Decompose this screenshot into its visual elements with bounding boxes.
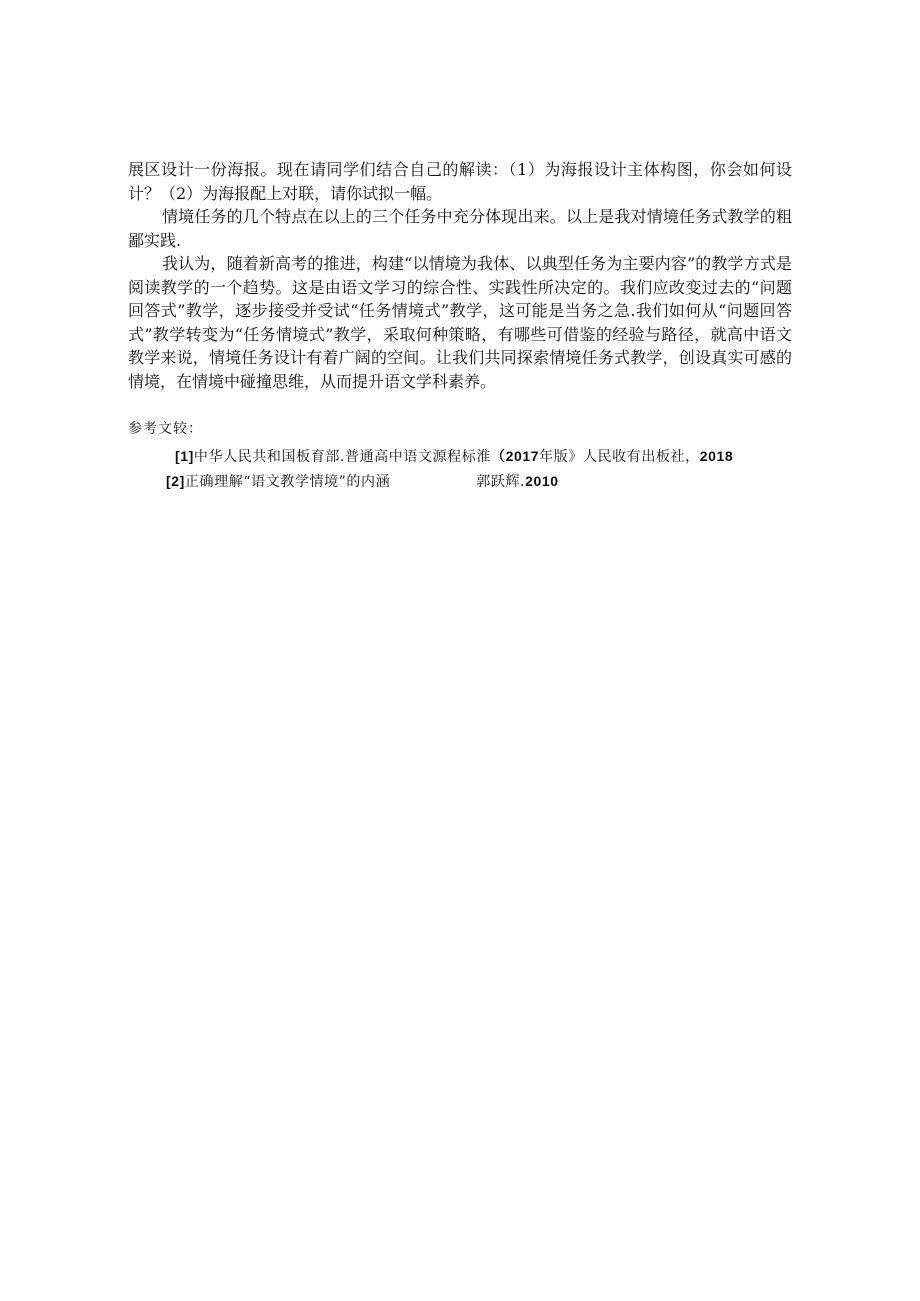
reference-title: 正确理解“语文教学情境”的内涵 [184, 474, 391, 490]
reference-year: 2010 [525, 473, 559, 489]
reference-edition: （2017 [490, 448, 540, 464]
reference-year: 2018 [699, 448, 734, 464]
reference-text: 中华人民共和国板育部.普通高中语文源程标淮 [193, 449, 491, 465]
references-section [128, 420, 792, 491]
reference-item-2 [128, 472, 792, 491]
reference-number: [2] [166, 473, 185, 489]
reference-item-1 [128, 447, 792, 466]
body-paragraph-3: 我认为，随着新高考的推进，构建“以情境为我体、以典型任务为主要内容”的教学方式是阅读教学的一个趋势。这是由语文学习的综合性、实践性所决定的。我们应改变过去的“问题回答式”教学，逐步接受并受试“任务情境式”教学，这可能是当务之急.我们如何从“问题回答式”教学转变为“任务情境式”教学，采取何种策略，有哪些可借鉴的经验与路径，就高中语文教学来说，情境任务设计有着广阔的空间。让我们共同探索情境任务式教学，创设真实可感的情境，在情境中碰撞思维，从而提升语文学科素养。 [128, 254, 792, 391]
reference-publisher: 年版》人民收有出板社， [539, 449, 700, 465]
reference-number: [1] [175, 448, 194, 464]
document-content [128, 158, 792, 497]
body-paragraph-2: 情境任务的几个特点在以上的三个任务中充分体现出来。以上是我对情境任务式教学的粗鄙实践. [128, 207, 792, 250]
body-paragraph-1: 展区设计一份海报。现在请同学们结合自己的解读：（1）为海报设计主体构图，你会如何设计？（2）为海报配上对联，请你试拟一幅。 [128, 160, 792, 203]
references-title: 参考文较： [128, 421, 203, 437]
reference-author: 郭跃辉. [476, 474, 526, 490]
